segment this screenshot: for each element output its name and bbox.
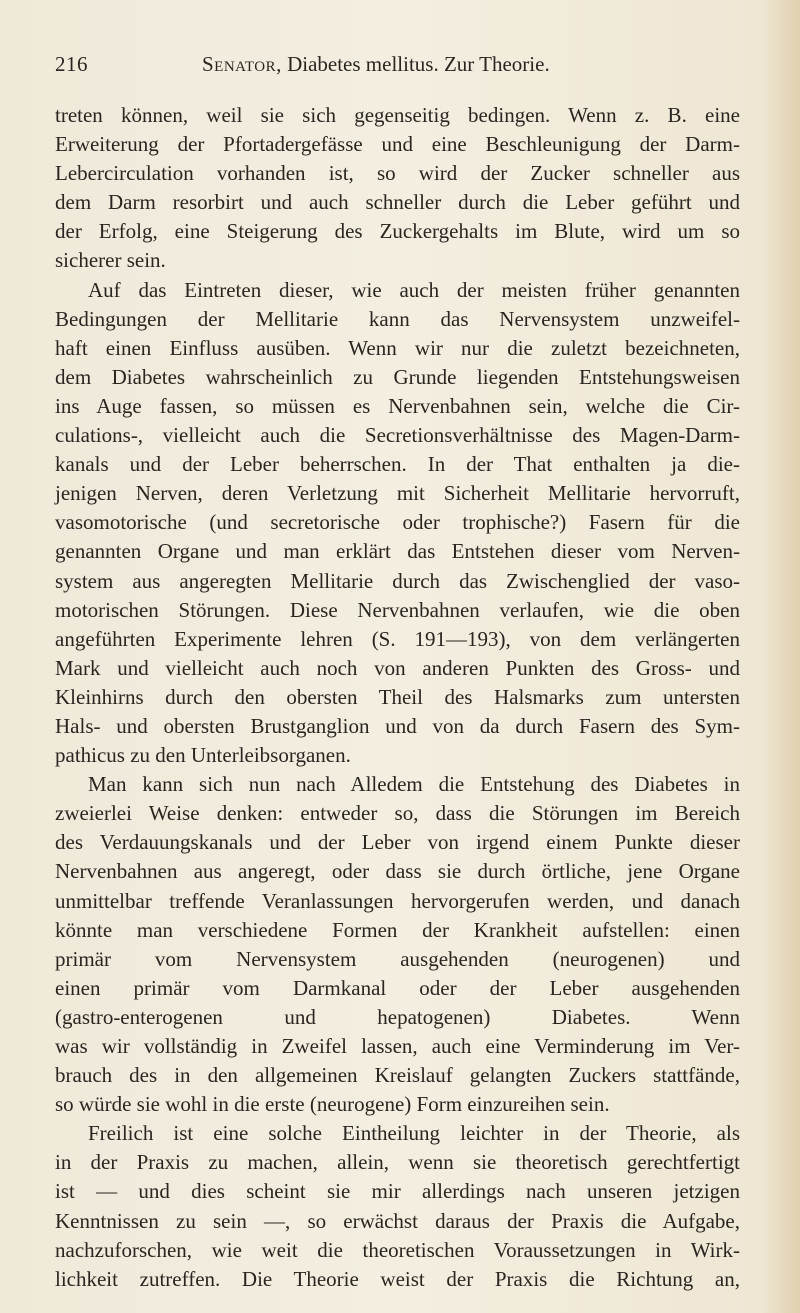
running-head	[202, 52, 550, 77]
text-line: Nervenbahnen aus angeregt, oder dass sie durch örtliche, jene Organe	[55, 859, 740, 884]
page-header	[55, 52, 755, 82]
page-edge-shadow	[760, 0, 800, 1313]
text-line: treten können, weil sie sich gegenseitig bedingen. Wenn z. B. eine	[55, 103, 740, 127]
text-line: angeführten Experimente lehren (S. 191—193), von dem verlängerten	[55, 626, 740, 651]
text-line: Bedingungen der Mellitarie kann das Nervensystem unzweifel-	[55, 306, 740, 331]
text-line: brauch des in den allgemeinen Kreislauf gelangten Zuckers stattfände,	[55, 1063, 740, 1088]
text-line: vasomotorische (und secretorische oder trophische?) Fasern für die	[55, 510, 740, 535]
text-line: des Verdauungskanals und der Leber von irgend einem Punkte dieser	[55, 830, 740, 855]
text-line: pathicus zu den Unterleibsorganen.	[55, 743, 351, 768]
body-text	[55, 101, 740, 1294]
text-line: Mark und vielleicht auch noch von anderen Punkten des Gross- und	[55, 655, 740, 680]
text-line: genannten Organe und man erklärt das Entstehen dieser vom Nerven-	[55, 539, 740, 564]
text-line: unmittelbar treffende Veranlassungen hervorgerufen werden, und danach	[55, 888, 740, 913]
text-line: in der Praxis zu machen, allein, wenn sie theoretisch gerechtfertigt	[55, 1150, 740, 1175]
text-line: system aus angeregten Mellitarie durch das Zwischenglied der vaso-	[55, 568, 740, 593]
text-line: zweierlei Weise denken: entweder so, dass die Störungen im Bereich	[55, 801, 740, 826]
text-line: kanals und der Leber beherrschen. In der That enthalten ja die-	[55, 452, 740, 477]
text-line: motorischen Störungen. Diese Nervenbahnen verlaufen, wie die oben	[55, 597, 740, 622]
page-number: 216	[55, 52, 88, 76]
text-line: lichkeit zutreffen. Die Theorie weist der Praxis die Richtung an,	[55, 1266, 740, 1291]
running-head-author: Senator,	[202, 52, 282, 76]
text-line: primär vom Nervensystem ausgehenden (neurogenen) und	[55, 946, 740, 971]
text-line: Freilich ist eine solche Eintheilung leichter in der Theorie, als	[88, 1121, 740, 1146]
text-line: culations-, vielleicht auch die Secretionsverhältnisse des Magen-Darm-	[55, 423, 740, 448]
text-line: Lebercirculation vorhanden ist, so wird der Zucker schneller aus	[55, 161, 740, 186]
text-line: einen primär vom Darmkanal oder der Leber ausgehenden	[55, 975, 740, 1000]
text-line: Kenntnissen zu sein —, so erwächst daraus der Praxis die Aufgabe,	[55, 1208, 740, 1233]
text-line: Auf das Eintreten dieser, wie auch der meisten früher genannten	[88, 277, 740, 302]
text-line: Erweiterung der Pfortadergefässe und eine Beschleunigung der Darm-	[55, 132, 740, 157]
text-line: Man kann sich nun nach Alledem die Entstehung des Diabetes in	[88, 772, 740, 797]
text-line: haft einen Einfluss ausüben. Wenn wir nur die zuletzt bezeichneten,	[55, 335, 740, 360]
text-line: was wir vollständig in Zweifel lassen, auch eine Verminderung im Ver-	[55, 1034, 740, 1058]
text-line: dem Darm resorbirt und auch schneller durch die Leber geführt und	[55, 190, 740, 215]
text-line: der Erfolg, eine Steigerung des Zuckergehalts im Blute, wird um so	[55, 219, 740, 244]
text-line: Kleinhirns durch den obersten Theil des Halsmarks zum untersten	[55, 684, 740, 709]
text-line: so würde sie wohl in die erste (neurogene) Form einzureihen sein.	[55, 1092, 610, 1117]
text-line: könnte man verschiedene Formen der Krankheit aufstellen: einen	[55, 917, 740, 942]
text-line: nachzuforschen, wie weit die theoretischen Voraussetzungen in Wirk-	[55, 1237, 740, 1262]
text-line: ist — und dies scheint sie mir allerdings nach unseren jetzigen	[55, 1179, 740, 1204]
text-line: Hals- und obersten Brustganglion und von da durch Fasern des Sym-	[55, 713, 740, 738]
running-head-title: Diabetes mellitus. Zur Theorie.	[287, 52, 550, 76]
text-line: ins Auge fassen, so müssen es Nervenbahnen sein, welche die Cir-	[55, 393, 740, 418]
text-line: sicherer sein.	[55, 248, 166, 273]
text-line: (gastro-enterogenen und hepatogenen) Diabetes. Wenn	[55, 1004, 740, 1029]
text-line: jenigen Nerven, deren Verletzung mit Sicherheit Mellitarie hervorruft,	[55, 481, 740, 506]
text-line: dem Diabetes wahrscheinlich zu Grunde liegenden Entstehungsweisen	[55, 364, 740, 389]
